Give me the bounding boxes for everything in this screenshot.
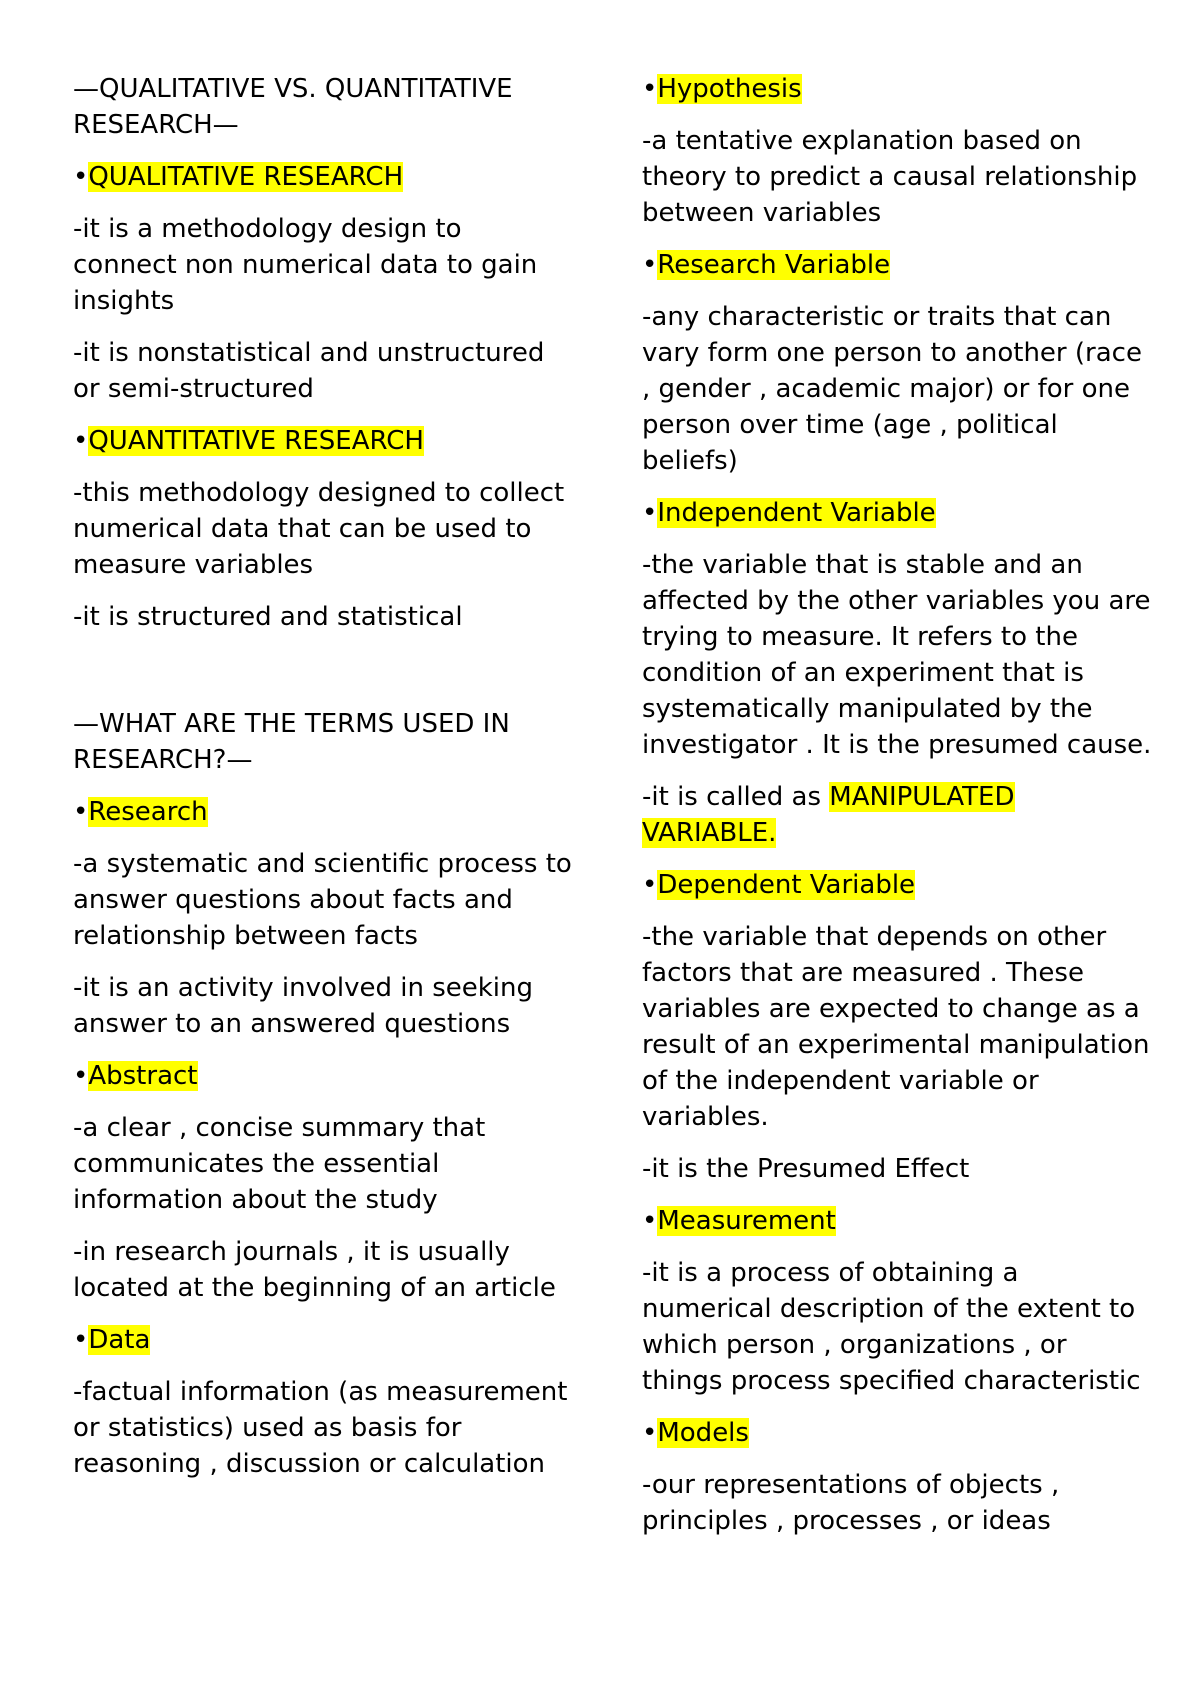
definition: -it is structured and statistical — [73, 602, 463, 632]
bullet: • — [73, 426, 89, 456]
term-label: Measurement — [657, 1206, 836, 1236]
term-label: QUANTITATIVE RESEARCH — [88, 426, 424, 456]
term-label: Hypothesis — [657, 74, 802, 104]
bullet: • — [73, 162, 89, 192]
term-models — [642, 1415, 1152, 1451]
definition: -it is an activity involved in seeking answer to an answered questions — [73, 973, 534, 1039]
term-data — [73, 1322, 573, 1358]
term-measurement — [642, 1203, 1152, 1239]
term-label: Abstract — [88, 1061, 198, 1091]
term-label: Dependent Variable — [657, 870, 916, 900]
term-independent-variable — [642, 495, 1152, 531]
right-column — [642, 71, 1152, 1555]
term-dependent-variable — [642, 867, 1152, 903]
definition: -our representations of objects , principles , processes , or ideas — [642, 1470, 1060, 1536]
definition: -it is nonstatistical and unstructured or semi-structured — [73, 338, 545, 404]
bullet: • — [73, 1325, 89, 1355]
bullet: • — [73, 1061, 89, 1091]
definition: -a clear , concise summary that communicates the essential information about the study — [73, 1113, 486, 1215]
term-research — [73, 794, 573, 830]
definition: -a systematic and scientific process to answer questions about facts and relationship between facts — [73, 849, 572, 951]
term-qualitative-research — [73, 159, 573, 195]
highlighted-phrase: MANIPULATED VARIABLE. — [642, 782, 1015, 848]
left-column — [73, 71, 573, 1498]
term-hypothesis — [642, 71, 1152, 107]
term-label: Models — [657, 1418, 749, 1448]
term-abstract — [73, 1058, 573, 1094]
bullet: • — [642, 498, 658, 528]
term-label: Data — [88, 1325, 151, 1355]
term-research-variable — [642, 247, 1152, 283]
definition-prefix: -it is called as — [642, 782, 830, 812]
bullet: • — [73, 797, 89, 827]
section-heading-qualitative-vs-quantitative: —QUALITATIVE VS. QUANTITATIVE RESEARCH— — [73, 74, 513, 140]
definition: -in research journals , it is usually located at the beginning of an article — [73, 1237, 556, 1303]
term-label: Independent Variable — [657, 498, 936, 528]
definition: -this methodology designed to collect numerical data that can be used to measure variables — [73, 478, 565, 580]
term-label: QUALITATIVE RESEARCH — [88, 162, 404, 192]
bullet: • — [642, 74, 658, 104]
term-quantitative-research — [73, 423, 573, 459]
spacer — [73, 651, 573, 706]
bullet: • — [642, 1206, 658, 1236]
definition: -factual information (as measurement or statistics) used as basis for reasoning , discussion or calculation — [73, 1377, 568, 1479]
bullet: • — [642, 1418, 658, 1448]
definition: -it is a process of obtaining a numerical description of the extent to which person , organizations , or things process specified characteristic — [642, 1258, 1141, 1396]
definition: -it is the Presumed Effect — [642, 1154, 970, 1184]
definition: -a tentative explanation based on theory to predict a causal relationship between variables — [642, 126, 1138, 228]
term-label: Research Variable — [657, 250, 891, 280]
bullet: • — [642, 250, 658, 280]
bullet: • — [642, 870, 658, 900]
definition: -any characteristic or traits that can vary form one person to another (race , gender , academic major) or for one person over time (age , political beliefs) — [642, 302, 1142, 476]
term-label: Research — [88, 797, 208, 827]
section-heading-research-terms: —WHAT ARE THE TERMS USED IN RESEARCH?— — [73, 709, 510, 775]
definition: -the variable that depends on other factors that are measured . These variables are expected to change as a result of an experimental manipulation of the independent variable or variables. — [642, 922, 1150, 1132]
definition: -the variable that is stable and an affected by the other variables you are trying to measure. It refers to the condition of an experiment that is systematically manipulated by the investigator . It is the presumed cause. — [642, 550, 1152, 760]
definition: -it is a methodology design to connect non numerical data to gain insights — [73, 214, 538, 316]
definition — [642, 779, 1152, 851]
